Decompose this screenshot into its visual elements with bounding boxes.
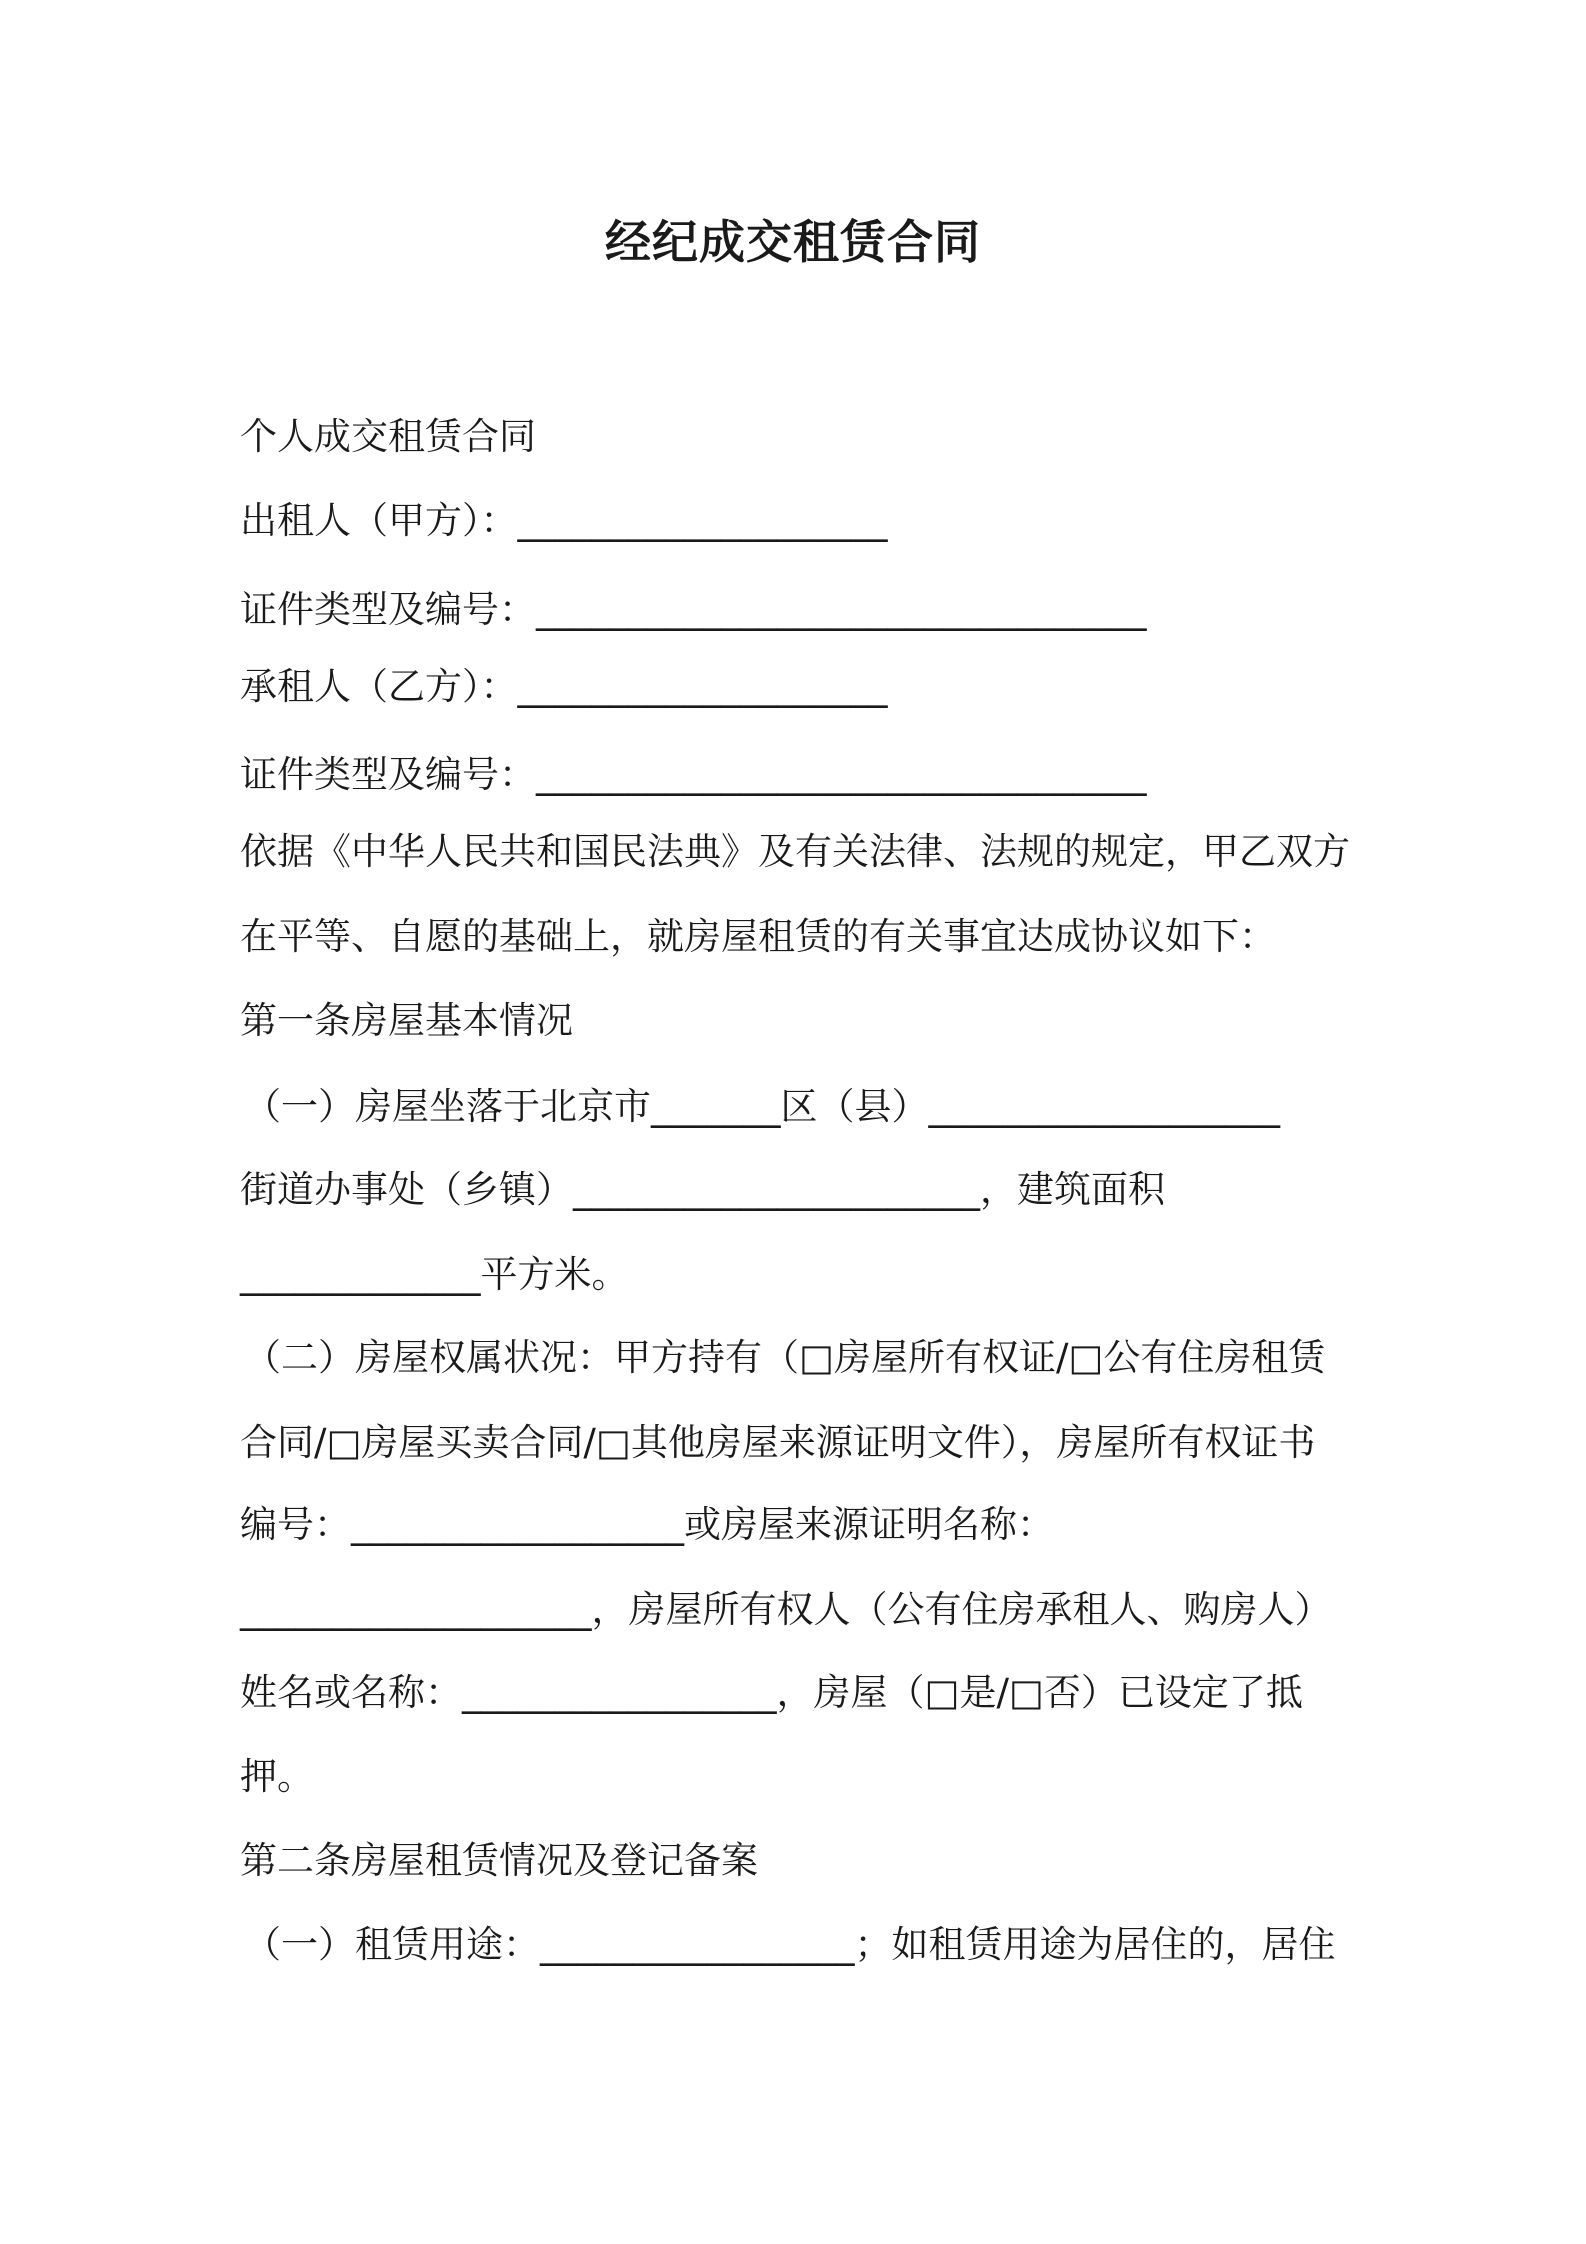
article-1-heading: 第一条房屋基本情况 xyxy=(240,999,573,1042)
lessor-id-field: 证件类型及编号：_________________________________ xyxy=(240,588,1147,631)
lessor-field: 出租人（甲方）：____________________ xyxy=(240,499,888,542)
article-1-clause-1-line-3: _____________平方米。 xyxy=(240,1253,629,1296)
document-title: 经纪成交租赁合同 xyxy=(605,215,981,269)
article-2-heading: 第二条房屋租赁情况及登记备案 xyxy=(240,1839,758,1882)
article-1-clause-2-line-1: （二）房屋权属状况：甲方持有（□房屋所有权证/□公有住房租赁 xyxy=(244,1336,1326,1379)
lessee-id-field: 证件类型及编号：_________________________________ xyxy=(240,753,1147,796)
article-1-clause-2-line-3: 编号：__________________或房屋来源证明名称： xyxy=(240,1503,1054,1546)
article-1-clause-1-line-2: 街道办事处（乡镇）______________________，建筑面积 xyxy=(240,1168,1165,1211)
subtitle-personal-lease: 个人成交租赁合同 xyxy=(240,415,536,458)
article-1-clause-2-line-5: 姓名或名称：_________________，房屋（□是/□否）已设定了抵 xyxy=(240,1671,1303,1714)
preamble-line-2: 在平等、自愿的基础上，就房屋租赁的有关事宜达成协议如下： xyxy=(240,915,1276,958)
lessee-field: 承租人（乙方）：____________________ xyxy=(240,665,888,708)
article-1-clause-2-line-4: ___________________，房屋所有权人（公有住房承租人、购房人） xyxy=(240,1588,1332,1631)
article-1-clause-2-line-6: 押。 xyxy=(240,1755,314,1798)
article-2-clause-1-line-1: （一）租赁用途：_________________；如租赁用途为居住的，居住 xyxy=(244,1923,1336,1966)
preamble-line-1: 依据《中华人民共和国民法典》及有关法律、法规的规定，甲乙双方 xyxy=(240,830,1350,873)
article-1-clause-2-line-2: 合同/□房屋买卖合同/□其他房屋来源证明文件），房屋所有权证书 xyxy=(240,1421,1316,1464)
article-1-clause-1-line-1: （一）房屋坐落于北京市_______区（县）___________________ xyxy=(244,1085,1280,1128)
